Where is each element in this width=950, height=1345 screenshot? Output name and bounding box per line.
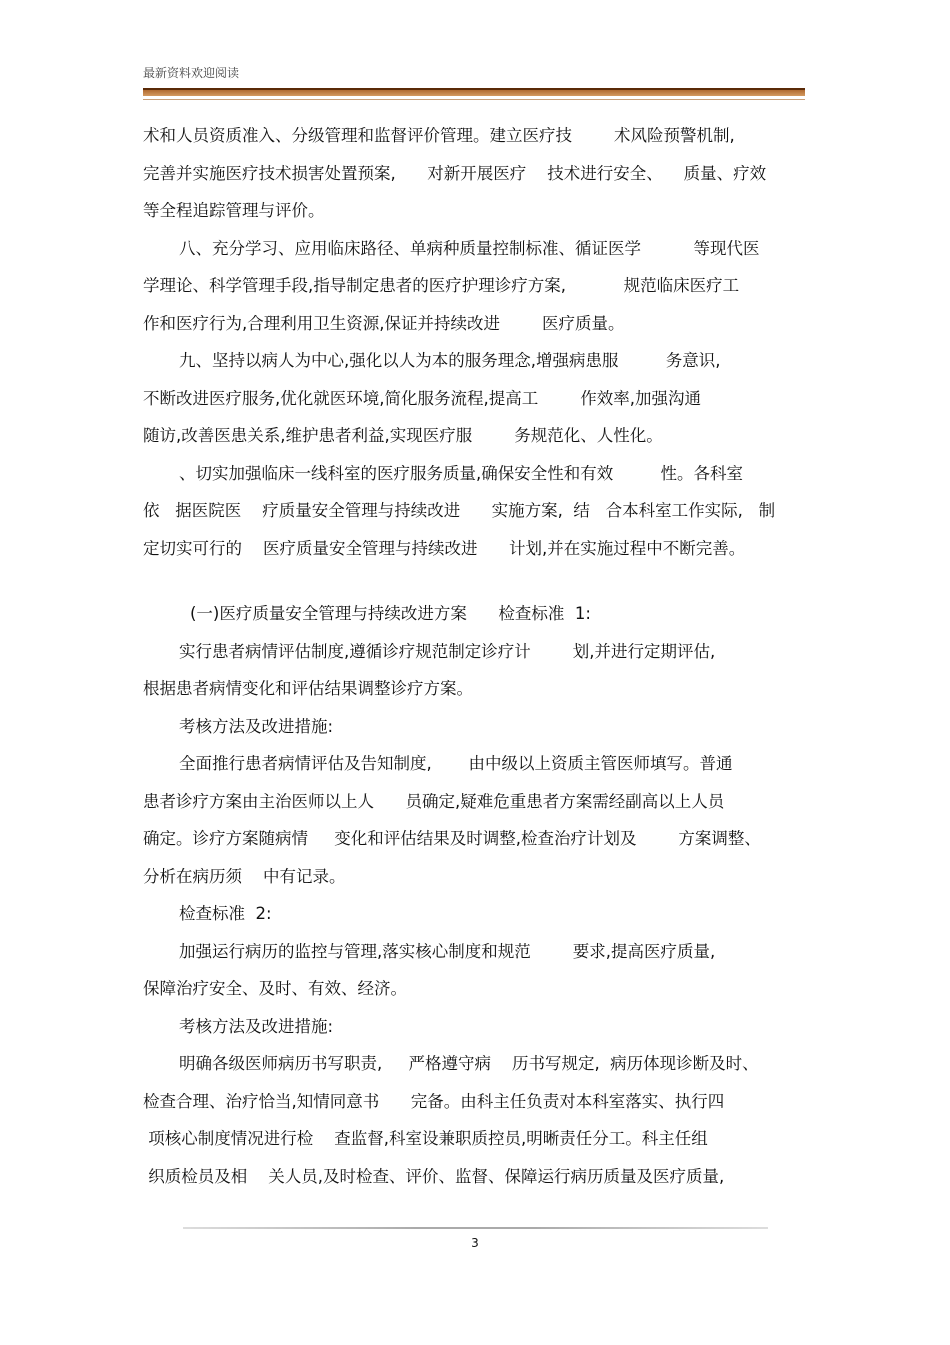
paragraph-line: 等全程追踪管理与评价。 bbox=[143, 201, 325, 220]
paragraph-line: 定切实可行的 医疗质量安全管理与持续改进 计划,并在实施过程中不断完善。 bbox=[143, 538, 746, 558]
section-title: (一)医疗质量安全管理与持续改进方案 检查标准 1: bbox=[190, 604, 591, 623]
paragraph-line: 九、坚持以病人为中心,强化以人为本的服务理念,增强病患服 务意识, bbox=[179, 351, 721, 370]
paragraph-line: 检查合理、治疗恰当,知情同意书 完备。由科主任负责对本科室落实、执行四 bbox=[143, 1091, 725, 1111]
paragraph-line: 术和人员资质准入、分级管理和监督评价管理。建立医疗技 术风险预警机制, bbox=[143, 126, 735, 145]
subheading: 考核方法及改进措施: bbox=[179, 1016, 334, 1036]
paragraph-line: 实行患者病情评估制度,遵循诊疗规范制定诊疗计 划,并进行定期评估, bbox=[179, 641, 716, 661]
paragraph-line: 保障治疗安全、及时、有效、经济。 bbox=[143, 979, 407, 998]
document-body bbox=[143, 117, 807, 1195]
subheading: 检查标准 2: bbox=[179, 904, 272, 923]
header-label: 最新资料欢迎阅读 bbox=[143, 66, 240, 80]
paragraph-line: 织质检员及相 关人员,及时检查、评价、监督、保障运行病历质量及医疗质量, bbox=[143, 1166, 725, 1186]
header-rule bbox=[143, 88, 805, 96]
paragraph-line: 完善并实施医疗技术损害处置预案, 对新开展医疗 技术进行安全、 质量、疗效 bbox=[143, 163, 767, 183]
paragraph-line: 根据患者病情变化和评估结果调整诊疗方案。 bbox=[143, 679, 473, 698]
paragraph-line: 、切实加强临床一线科室的医疗服务质量,确保安全性和有效 性。各科室 bbox=[179, 463, 743, 483]
paragraph-line: 患者诊疗方案由主治医师以上人 员确定,疑难危重患者方案需经副高以上人员 bbox=[143, 791, 725, 811]
page-number: 3 bbox=[471, 1236, 479, 1250]
subheading: 考核方法及改进措施: bbox=[179, 716, 334, 736]
header-rule-thin bbox=[143, 99, 805, 100]
paragraph-line: 分析在病历须 中有记录。 bbox=[143, 866, 346, 886]
paragraph-line: 确定。诊疗方案随病情 变化和评估结果及时调整,检查治疗计划及 方案调整、 bbox=[143, 829, 761, 848]
footer-rule bbox=[183, 1227, 768, 1229]
paragraph-line: 随访,改善医患关系,维护患者利益,实现医疗服 务规范化、人性化。 bbox=[143, 426, 663, 445]
paragraph-line: 全面推行患者病情评估及告知制度, 由中级以上资质主管医师填写。普通 bbox=[179, 754, 733, 773]
paragraph-line: 明确各级医师病历书写职责, 严格遵守病 历书写规定, 病历体现诊断及时、 bbox=[179, 1054, 759, 1073]
paragraph-line: 依 据医院医 疗质量安全管理与持续改进 实施方案, 结 合本科室工作实际, 制 bbox=[143, 501, 776, 520]
paragraph-line: 学理论、科学管理手段,指导制定患者的医疗护理诊疗方案, 规范临床医疗工 bbox=[143, 276, 740, 295]
paragraph-line: 八、充分学习、应用临床路径、单病种质量控制标准、循证医学 等现代医 bbox=[179, 238, 760, 258]
paragraph-line: 项核心制度情况进行检 查监督,科室设兼职质控员,明晰责任分工。科主任组 bbox=[143, 1129, 708, 1148]
paragraph-line: 加强运行病历的监控与管理,落实核心制度和规范 要求,提高医疗质量, bbox=[179, 941, 716, 961]
paragraph-line: 作和医疗行为,合理利用卫生资源,保证并持续改进 医疗质量。 bbox=[143, 313, 625, 333]
paragraph-line: 不断改进医疗服务,优化就医环境,简化服务流程,提高工 作效率,加强沟通 bbox=[143, 388, 701, 408]
